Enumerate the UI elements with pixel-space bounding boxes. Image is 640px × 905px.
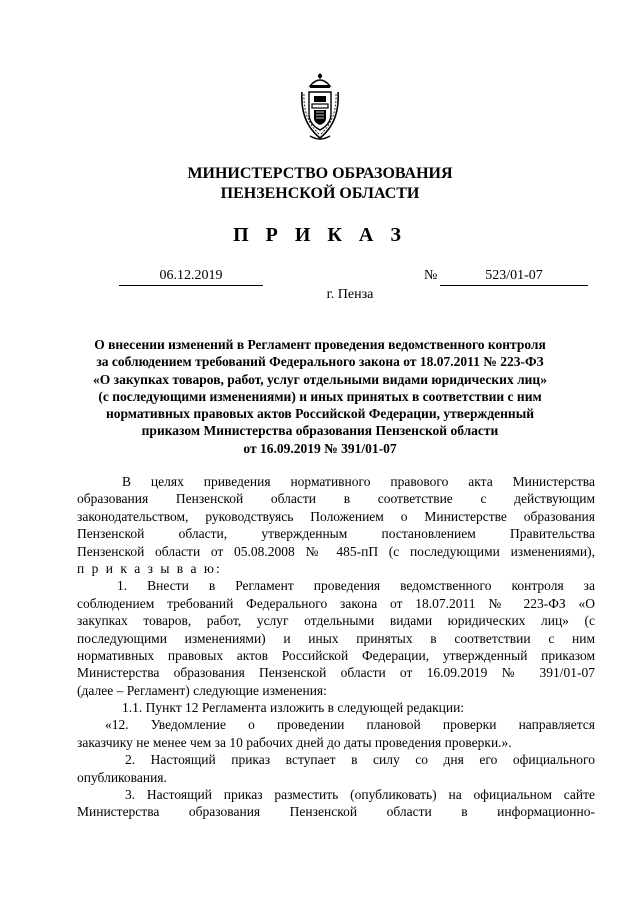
body-line: заказчику не менее чем за 10 рабочих дней до даты проведения проверки.». bbox=[77, 734, 512, 750]
body-line: нормативных правовых актов Российской Федерации, утвержденный приказом bbox=[77, 647, 595, 663]
body-line: законодательством, руководствуясь Положением о Министерстве образования bbox=[77, 508, 595, 524]
body-line: В целях приведения нормативного правового акта Министерства bbox=[122, 474, 595, 489]
subject-line: за соблюдением требований Федерального закона от 18.07.2011 № 223-ФЗ bbox=[96, 354, 544, 370]
body-line: (далее – Регламент) следующие изменения: bbox=[77, 682, 327, 698]
body-line: 2. Настоящий приказ вступает в силу со дня его официального bbox=[125, 752, 595, 768]
order-subject bbox=[60, 336, 580, 457]
subject-line: от 16.09.2019 № 391/01-07 bbox=[243, 440, 397, 456]
subject-line: О внесении изменений в Регламент проведения ведомственного контроля bbox=[94, 337, 546, 352]
subject-line: «О закупках товаров, работ, услуг отдельными видами юридических лиц» bbox=[93, 371, 547, 387]
body-line: соблюдением требований Федерального закона от 18.07.2011 № 223-ФЗ «О bbox=[77, 595, 595, 611]
subject-line: (с последующими изменениями) и иных принятых в соответствии с ним bbox=[98, 388, 542, 404]
body-line: «12. Уведомление о проведении плановой проверки направляется bbox=[105, 717, 595, 733]
body-line-order-word: п р и к а з ы в а ю: bbox=[77, 560, 222, 576]
order-body bbox=[77, 473, 595, 821]
subject-line: нормативных правовых актов Российской Федерации, утвержденный bbox=[105, 406, 535, 422]
body-line: 1. Внести в Регламент проведения ведомственного контроля за bbox=[117, 578, 595, 594]
order-date: 06.12.2019 bbox=[119, 267, 263, 286]
order-number-label: № bbox=[424, 268, 438, 283]
body-line: 3. Настоящий приказ разместить (опубликовать) на официальном сайте bbox=[125, 787, 595, 803]
ministry-name-line2: ПЕНЗЕНСКОЙ ОБЛАСТИ bbox=[220, 185, 420, 202]
body-line: Пензенской области, утвержденным постановлением Правительства bbox=[77, 526, 595, 542]
order-number: 523/01-07 bbox=[440, 267, 588, 286]
body-line: опубликования. bbox=[77, 769, 167, 785]
ministry-name-line1: МИНИСТЕРСТВО ОБРАЗОВАНИЯ bbox=[187, 165, 453, 182]
order-title: П Р И К А З bbox=[233, 224, 407, 246]
body-line: Пензенской области от 05.08.2008 № 485-пП (с последующими изменениями), bbox=[77, 543, 595, 559]
body-line: образования Пензенской области в соответствие с действующим bbox=[77, 491, 595, 507]
body-line: 1.1. Пункт 12 Регламента изложить в следующей редакции: bbox=[122, 700, 465, 716]
body-line: последующими изменениями) и иных принятых в соответствии с ним bbox=[77, 630, 595, 646]
body-line: Министерства образования Пензенской области от 16.09.2019 № 391/01-07 bbox=[77, 665, 595, 681]
order-city: г. Пенза bbox=[326, 287, 374, 302]
coat-of-arms-emblem bbox=[296, 72, 344, 144]
subject-line: приказом Министерства образования Пензенской области bbox=[141, 423, 499, 439]
body-line: Министерства образования Пензенской области в информационно- bbox=[77, 804, 595, 820]
body-line: закупках товаров, работ, услуг отдельными видами юридических лиц» (с bbox=[77, 613, 595, 629]
